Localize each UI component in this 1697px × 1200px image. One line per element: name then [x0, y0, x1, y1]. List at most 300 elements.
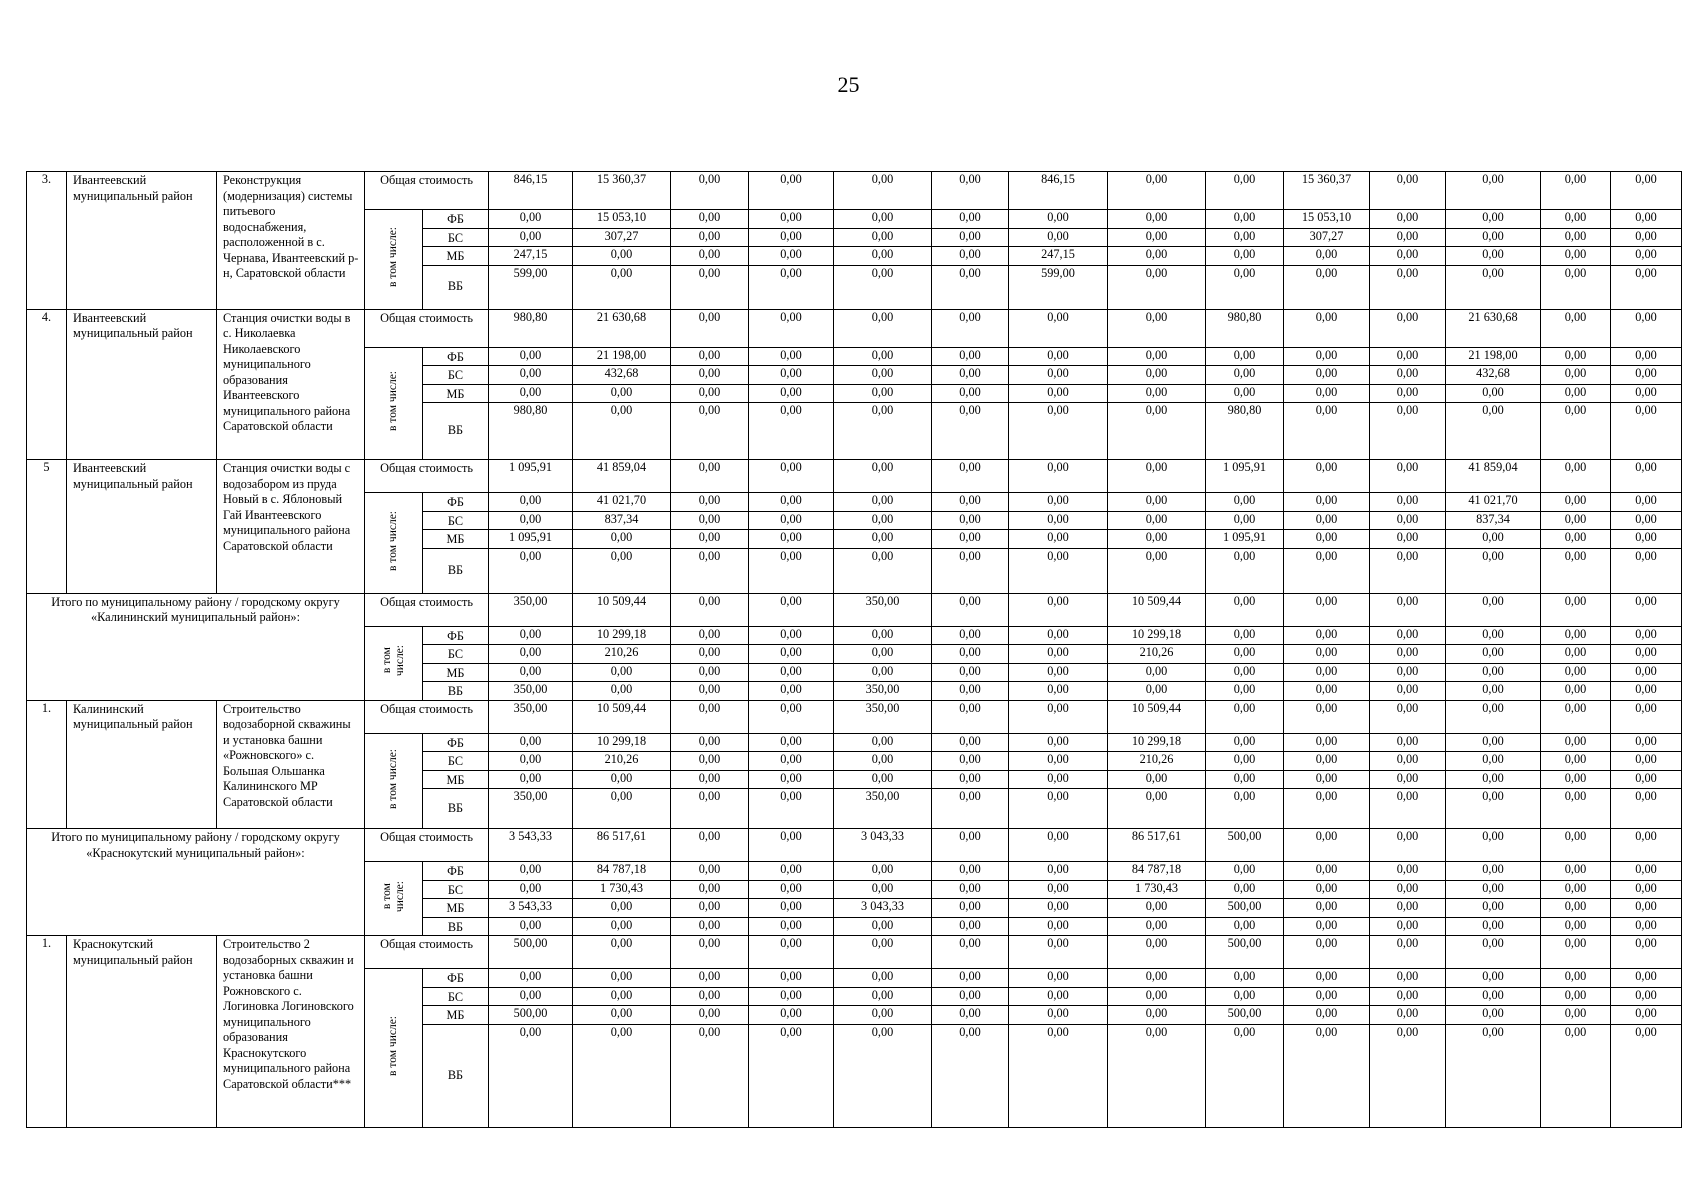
amount-cell: 0,00 — [1541, 548, 1611, 593]
amount-cell: 0,00 — [1611, 530, 1682, 549]
amount-cell: 0,00 — [1108, 247, 1206, 266]
amount-cell: 0,00 — [1206, 1024, 1284, 1127]
amount-cell: 0,00 — [1611, 682, 1682, 701]
amount-cell: 41 021,70 — [573, 493, 671, 512]
amount-cell: 0,00 — [1206, 384, 1284, 403]
amount-cell: 0,00 — [573, 265, 671, 309]
amount-cell: 0,00 — [1108, 366, 1206, 385]
amount-cell: 0,00 — [1541, 862, 1611, 881]
amount-cell: 0,00 — [1611, 862, 1682, 881]
amount-cell: 0,00 — [834, 917, 932, 936]
amount-cell: 0,00 — [1446, 593, 1541, 626]
amount-cell: 0,00 — [671, 733, 749, 752]
amount-cell: 0,00 — [1611, 228, 1682, 247]
total-cost-label: Общая стоимость — [365, 593, 489, 626]
amount-cell: 837,34 — [573, 511, 671, 530]
amount-cell: 0,00 — [932, 862, 1009, 881]
amount-cell: 0,00 — [489, 493, 573, 512]
funding-source-code: ФБ — [423, 626, 489, 645]
amount-cell: 0,00 — [1284, 862, 1370, 881]
amount-cell: 0,00 — [573, 770, 671, 789]
amount-cell: 0,00 — [932, 593, 1009, 626]
including-label — [365, 347, 423, 460]
amount-cell: 0,00 — [1009, 880, 1108, 899]
amount-cell: 0,00 — [1108, 265, 1206, 309]
amount-cell: 0,00 — [1108, 1024, 1206, 1127]
amount-cell: 0,00 — [489, 752, 573, 771]
including-label-text: в том числе: — [387, 510, 399, 571]
amount-cell: 0,00 — [1284, 987, 1370, 1006]
amount-cell: 0,00 — [834, 210, 932, 229]
amount-cell: 0,00 — [671, 511, 749, 530]
amount-cell: 1 095,91 — [1206, 460, 1284, 493]
amount-cell: 0,00 — [1611, 829, 1682, 862]
amount-cell: 0,00 — [1206, 228, 1284, 247]
amount-cell: 84 787,18 — [1108, 862, 1206, 881]
funding-source-code: ВБ — [423, 265, 489, 309]
total-cost-label: Общая стоимость — [365, 700, 489, 733]
amount-cell: 0,00 — [1206, 247, 1284, 266]
amount-cell: 0,00 — [1541, 733, 1611, 752]
amount-cell: 0,00 — [749, 1006, 834, 1025]
amount-cell: 0,00 — [1611, 493, 1682, 512]
amount-cell: 0,00 — [489, 880, 573, 899]
amount-cell: 0,00 — [1446, 733, 1541, 752]
amount-cell: 0,00 — [489, 548, 573, 593]
total-cost-label: Общая стоимость — [365, 172, 489, 210]
funding-source-code: БС — [423, 228, 489, 247]
amount-cell: 0,00 — [749, 936, 834, 969]
amount-cell: 0,00 — [1108, 172, 1206, 210]
amount-cell: 0,00 — [1370, 493, 1446, 512]
amount-cell: 0,00 — [932, 700, 1009, 733]
amount-cell: 0,00 — [1446, 645, 1541, 664]
amount-cell: 0,00 — [932, 917, 1009, 936]
amount-cell: 10 509,44 — [573, 700, 671, 733]
amount-cell: 0,00 — [932, 548, 1009, 593]
amount-cell: 15 053,10 — [573, 210, 671, 229]
amount-cell: 1 095,91 — [489, 530, 573, 549]
amount-cell: 0,00 — [1009, 511, 1108, 530]
amount-cell: 0,00 — [749, 530, 834, 549]
amount-cell: 0,00 — [834, 1006, 932, 1025]
amount-cell: 0,00 — [1611, 969, 1682, 988]
amount-cell: 0,00 — [489, 511, 573, 530]
amount-cell: 0,00 — [1009, 1024, 1108, 1127]
amount-cell: 0,00 — [1284, 733, 1370, 752]
amount-cell: 0,00 — [1206, 593, 1284, 626]
amount-cell: 0,00 — [1370, 987, 1446, 1006]
amount-cell: 10 299,18 — [1108, 626, 1206, 645]
funding-source-code: БС — [423, 752, 489, 771]
amount-cell: 0,00 — [1446, 700, 1541, 733]
amount-cell: 0,00 — [749, 829, 834, 862]
amount-cell: 0,00 — [671, 347, 749, 366]
amount-cell: 0,00 — [1009, 899, 1108, 918]
amount-cell: 0,00 — [1446, 936, 1541, 969]
amount-cell: 0,00 — [1446, 899, 1541, 918]
amount-cell: 0,00 — [1370, 172, 1446, 210]
amount-cell: 846,15 — [1009, 172, 1108, 210]
amount-cell: 0,00 — [1446, 789, 1541, 829]
amount-cell: 0,00 — [1446, 210, 1541, 229]
amount-cell: 500,00 — [1206, 1006, 1284, 1025]
amount-cell: 0,00 — [1611, 347, 1682, 366]
amount-cell: 0,00 — [1541, 366, 1611, 385]
amount-cell: 0,00 — [489, 969, 573, 988]
amount-cell: 0,00 — [671, 309, 749, 347]
amount-cell: 0,00 — [573, 936, 671, 969]
municipality-name: Ивантеевский муниципальный район — [67, 309, 217, 460]
funding-source-code: ВБ — [423, 789, 489, 829]
amount-cell: 210,26 — [573, 645, 671, 664]
funding-source-code: ВБ — [423, 917, 489, 936]
amount-cell: 0,00 — [834, 228, 932, 247]
total-cost-row — [27, 829, 1682, 862]
amount-cell: 0,00 — [1108, 682, 1206, 701]
amount-cell: 247,15 — [1009, 247, 1108, 266]
amount-cell: 0,00 — [749, 917, 834, 936]
amount-cell: 21 630,68 — [573, 309, 671, 347]
amount-cell: 0,00 — [749, 172, 834, 210]
amount-cell: 10 299,18 — [573, 626, 671, 645]
amount-cell: 0,00 — [1009, 210, 1108, 229]
amount-cell: 500,00 — [1206, 899, 1284, 918]
amount-cell: 0,00 — [1009, 645, 1108, 664]
municipality-name: Ивантеевский муниципальный район — [67, 172, 217, 310]
amount-cell: 0,00 — [1611, 511, 1682, 530]
amount-cell: 0,00 — [573, 789, 671, 829]
amount-cell: 0,00 — [932, 880, 1009, 899]
amount-cell: 350,00 — [834, 593, 932, 626]
amount-cell: 350,00 — [489, 789, 573, 829]
amount-cell: 0,00 — [1370, 228, 1446, 247]
amount-cell: 0,00 — [932, 493, 1009, 512]
amount-cell: 0,00 — [1446, 548, 1541, 593]
amount-cell: 0,00 — [1284, 511, 1370, 530]
amount-cell: 0,00 — [1284, 899, 1370, 918]
amount-cell: 0,00 — [573, 403, 671, 460]
total-cost-label: Общая стоимость — [365, 460, 489, 493]
amount-cell: 10 299,18 — [573, 733, 671, 752]
amount-cell: 0,00 — [932, 789, 1009, 829]
amount-cell: 0,00 — [1284, 645, 1370, 664]
amount-cell: 0,00 — [1611, 247, 1682, 266]
amount-cell: 0,00 — [749, 493, 834, 512]
amount-cell: 307,27 — [573, 228, 671, 247]
total-cost-row — [27, 460, 1682, 493]
amount-cell: 0,00 — [1541, 626, 1611, 645]
amount-cell: 0,00 — [1541, 1024, 1611, 1127]
amount-cell: 0,00 — [1370, 265, 1446, 309]
amount-cell: 0,00 — [834, 403, 932, 460]
amount-cell: 0,00 — [573, 548, 671, 593]
amount-cell: 0,00 — [834, 366, 932, 385]
amount-cell: 0,00 — [1370, 1006, 1446, 1025]
funding-source-code: БС — [423, 645, 489, 664]
amount-cell: 350,00 — [489, 700, 573, 733]
amount-cell: 15 053,10 — [1284, 210, 1370, 229]
amount-cell: 0,00 — [1206, 752, 1284, 771]
funding-source-code: БС — [423, 511, 489, 530]
amount-cell: 0,00 — [1541, 493, 1611, 512]
amount-cell: 0,00 — [671, 770, 749, 789]
amount-cell: 0,00 — [1284, 700, 1370, 733]
amount-cell: 0,00 — [1009, 829, 1108, 862]
amount-cell: 0,00 — [834, 265, 932, 309]
amount-cell: 0,00 — [1611, 917, 1682, 936]
amount-cell: 0,00 — [1611, 265, 1682, 309]
amount-cell: 0,00 — [932, 228, 1009, 247]
amount-cell: 0,00 — [1009, 366, 1108, 385]
amount-cell: 0,00 — [1370, 384, 1446, 403]
amount-cell: 0,00 — [1009, 347, 1108, 366]
amount-cell: 0,00 — [1108, 899, 1206, 918]
amount-cell: 247,15 — [489, 247, 573, 266]
amount-cell: 0,00 — [749, 403, 834, 460]
amount-cell: 0,00 — [671, 969, 749, 988]
amount-cell: 0,00 — [932, 626, 1009, 645]
amount-cell: 10 509,44 — [573, 593, 671, 626]
amount-cell: 0,00 — [1009, 228, 1108, 247]
amount-cell: 86 517,61 — [573, 829, 671, 862]
amount-cell: 3 043,33 — [834, 899, 932, 918]
amount-cell: 15 360,37 — [573, 172, 671, 210]
amount-cell: 0,00 — [1284, 1024, 1370, 1127]
amount-cell: 0,00 — [834, 548, 932, 593]
amount-cell: 0,00 — [1541, 899, 1611, 918]
amount-cell: 0,00 — [932, 682, 1009, 701]
amount-cell: 41 021,70 — [1446, 493, 1541, 512]
funding-source-code: МБ — [423, 247, 489, 266]
amount-cell: 0,00 — [1541, 530, 1611, 549]
including-label — [365, 493, 423, 594]
including-label — [365, 210, 423, 310]
amount-cell: 10 299,18 — [1108, 733, 1206, 752]
amount-cell: 0,00 — [1541, 682, 1611, 701]
amount-cell: 0,00 — [1284, 265, 1370, 309]
amount-cell: 0,00 — [1446, 682, 1541, 701]
amount-cell: 0,00 — [749, 460, 834, 493]
amount-cell: 0,00 — [1009, 1006, 1108, 1025]
amount-cell: 0,00 — [834, 936, 932, 969]
amount-cell: 0,00 — [1541, 789, 1611, 829]
amount-cell: 0,00 — [1446, 969, 1541, 988]
amount-cell: 0,00 — [671, 493, 749, 512]
amount-cell: 0,00 — [1541, 210, 1611, 229]
object-description: Реконструкция (модернизация) системы питьевого водоснабжения, расположенной в с. Чернава, Ивантеевский р-н, Саратовской области — [217, 172, 365, 310]
amount-cell: 0,00 — [1541, 770, 1611, 789]
amount-cell: 0,00 — [1541, 511, 1611, 530]
amount-cell: 0,00 — [1446, 917, 1541, 936]
funding-source-code: МБ — [423, 663, 489, 682]
total-cost-row — [27, 593, 1682, 626]
funding-source-code: ФБ — [423, 210, 489, 229]
amount-cell: 0,00 — [1284, 460, 1370, 493]
amount-cell: 0,00 — [749, 987, 834, 1006]
amount-cell: 0,00 — [749, 682, 834, 701]
amount-cell: 0,00 — [1541, 1006, 1611, 1025]
amount-cell: 0,00 — [489, 770, 573, 789]
amount-cell: 0,00 — [1541, 172, 1611, 210]
amount-cell: 0,00 — [932, 936, 1009, 969]
item-number: 5 — [27, 460, 67, 594]
amount-cell: 0,00 — [1206, 265, 1284, 309]
amount-cell: 0,00 — [1284, 789, 1370, 829]
amount-cell: 0,00 — [1206, 172, 1284, 210]
amount-cell: 1 730,43 — [1108, 880, 1206, 899]
amount-cell: 0,00 — [1284, 309, 1370, 347]
amount-cell: 0,00 — [671, 265, 749, 309]
amount-cell: 0,00 — [1446, 987, 1541, 1006]
amount-cell: 350,00 — [834, 700, 932, 733]
amount-cell: 0,00 — [1284, 548, 1370, 593]
amount-cell: 0,00 — [1009, 309, 1108, 347]
amount-cell: 0,00 — [932, 403, 1009, 460]
amount-cell: 0,00 — [1108, 936, 1206, 969]
amount-cell: 0,00 — [489, 663, 573, 682]
amount-cell: 0,00 — [1284, 752, 1370, 771]
amount-cell: 0,00 — [1446, 663, 1541, 682]
amount-cell: 0,00 — [1541, 265, 1611, 309]
amount-cell: 350,00 — [834, 789, 932, 829]
amount-cell: 0,00 — [671, 862, 749, 881]
amount-cell: 0,00 — [1009, 663, 1108, 682]
amount-cell: 0,00 — [834, 752, 932, 771]
amount-cell: 0,00 — [1446, 1006, 1541, 1025]
total-cost-row — [27, 309, 1682, 347]
amount-cell: 0,00 — [1541, 987, 1611, 1006]
including-label-text: в том числе: — [387, 371, 399, 431]
amount-cell: 0,00 — [1541, 247, 1611, 266]
amount-cell: 0,00 — [573, 917, 671, 936]
including-label-line: числе: — [393, 645, 406, 677]
amount-cell: 0,00 — [489, 733, 573, 752]
amount-cell: 846,15 — [489, 172, 573, 210]
amount-cell: 21 198,00 — [1446, 347, 1541, 366]
amount-cell: 0,00 — [749, 645, 834, 664]
amount-cell: 0,00 — [749, 733, 834, 752]
amount-cell: 980,80 — [489, 309, 573, 347]
amount-cell: 0,00 — [834, 663, 932, 682]
amount-cell: 0,00 — [749, 626, 834, 645]
amount-cell: 10 509,44 — [1108, 700, 1206, 733]
amount-cell: 0,00 — [1284, 247, 1370, 266]
amount-cell: 0,00 — [1446, 1024, 1541, 1127]
amount-cell: 0,00 — [1541, 752, 1611, 771]
amount-cell: 21 198,00 — [573, 347, 671, 366]
amount-cell: 837,34 — [1446, 511, 1541, 530]
amount-cell: 0,00 — [573, 899, 671, 918]
funding-source-code: ВБ — [423, 682, 489, 701]
municipality-name: Ивантеевский муниципальный район — [67, 460, 217, 594]
amount-cell: 0,00 — [1541, 384, 1611, 403]
funding-source-code: ФБ — [423, 733, 489, 752]
amount-cell: 0,00 — [489, 917, 573, 936]
amount-cell: 0,00 — [671, 210, 749, 229]
amount-cell: 0,00 — [749, 752, 834, 771]
amount-cell: 0,00 — [671, 700, 749, 733]
amount-cell: 0,00 — [1541, 700, 1611, 733]
amount-cell: 0,00 — [1611, 663, 1682, 682]
amount-cell: 0,00 — [1206, 880, 1284, 899]
amount-cell: 0,00 — [671, 1024, 749, 1127]
amount-cell: 0,00 — [1370, 829, 1446, 862]
funding-source-code: ФБ — [423, 862, 489, 881]
amount-cell: 0,00 — [749, 228, 834, 247]
amount-cell: 0,00 — [1206, 493, 1284, 512]
amount-cell: 0,00 — [573, 663, 671, 682]
investment-table — [26, 171, 1682, 1128]
subtotal-title: Итого по муниципальному району / городскому округу «Калининский муниципальный район»: — [27, 593, 365, 700]
item-number: 1. — [27, 936, 67, 1128]
amount-cell: 0,00 — [834, 880, 932, 899]
amount-cell: 0,00 — [1611, 752, 1682, 771]
amount-cell: 0,00 — [1370, 700, 1446, 733]
amount-cell: 0,00 — [1284, 663, 1370, 682]
amount-cell: 0,00 — [1446, 770, 1541, 789]
amount-cell: 0,00 — [1611, 770, 1682, 789]
amount-cell: 0,00 — [1541, 969, 1611, 988]
amount-cell: 210,26 — [1108, 645, 1206, 664]
amount-cell: 0,00 — [1108, 987, 1206, 1006]
amount-cell: 0,00 — [489, 987, 573, 1006]
amount-cell: 0,00 — [932, 899, 1009, 918]
amount-cell: 0,00 — [1009, 403, 1108, 460]
amount-cell: 0,00 — [671, 987, 749, 1006]
amount-cell: 0,00 — [1370, 309, 1446, 347]
amount-cell: 0,00 — [1108, 384, 1206, 403]
funding-source-code: БС — [423, 987, 489, 1006]
amount-cell: 0,00 — [1611, 789, 1682, 829]
total-cost-label: Общая стоимость — [365, 309, 489, 347]
amount-cell: 0,00 — [1370, 752, 1446, 771]
amount-cell: 0,00 — [749, 511, 834, 530]
amount-cell: 0,00 — [1541, 663, 1611, 682]
amount-cell: 0,00 — [1206, 511, 1284, 530]
amount-cell: 0,00 — [1206, 770, 1284, 789]
amount-cell: 0,00 — [671, 247, 749, 266]
amount-cell: 0,00 — [1541, 228, 1611, 247]
amount-cell: 1 095,91 — [1206, 530, 1284, 549]
amount-cell: 0,00 — [834, 987, 932, 1006]
amount-cell: 599,00 — [489, 265, 573, 309]
amount-cell: 0,00 — [1284, 1006, 1370, 1025]
amount-cell: 0,00 — [932, 460, 1009, 493]
amount-cell: 0,00 — [1541, 460, 1611, 493]
amount-cell: 0,00 — [573, 384, 671, 403]
amount-cell: 3 043,33 — [834, 829, 932, 862]
amount-cell: 0,00 — [834, 1024, 932, 1127]
amount-cell: 0,00 — [1541, 403, 1611, 460]
amount-cell: 0,00 — [1009, 593, 1108, 626]
object-description: Строительство водозаборной скважины и установка башни «Рожновского» с. Большая Ольшанка Калининского МР Саратовской области — [217, 700, 365, 829]
amount-cell: 0,00 — [1611, 460, 1682, 493]
amount-cell: 0,00 — [749, 548, 834, 593]
amount-cell: 0,00 — [1284, 880, 1370, 899]
amount-cell: 0,00 — [1108, 789, 1206, 829]
amount-cell: 0,00 — [932, 770, 1009, 789]
amount-cell: 0,00 — [1446, 228, 1541, 247]
total-cost-label: Общая стоимость — [365, 936, 489, 969]
amount-cell: 0,00 — [1611, 899, 1682, 918]
item-number: 3. — [27, 172, 67, 310]
amount-cell: 0,00 — [671, 593, 749, 626]
amount-cell: 0,00 — [749, 265, 834, 309]
amount-cell: 0,00 — [749, 862, 834, 881]
amount-cell: 0,00 — [1370, 210, 1446, 229]
amount-cell: 0,00 — [1206, 682, 1284, 701]
